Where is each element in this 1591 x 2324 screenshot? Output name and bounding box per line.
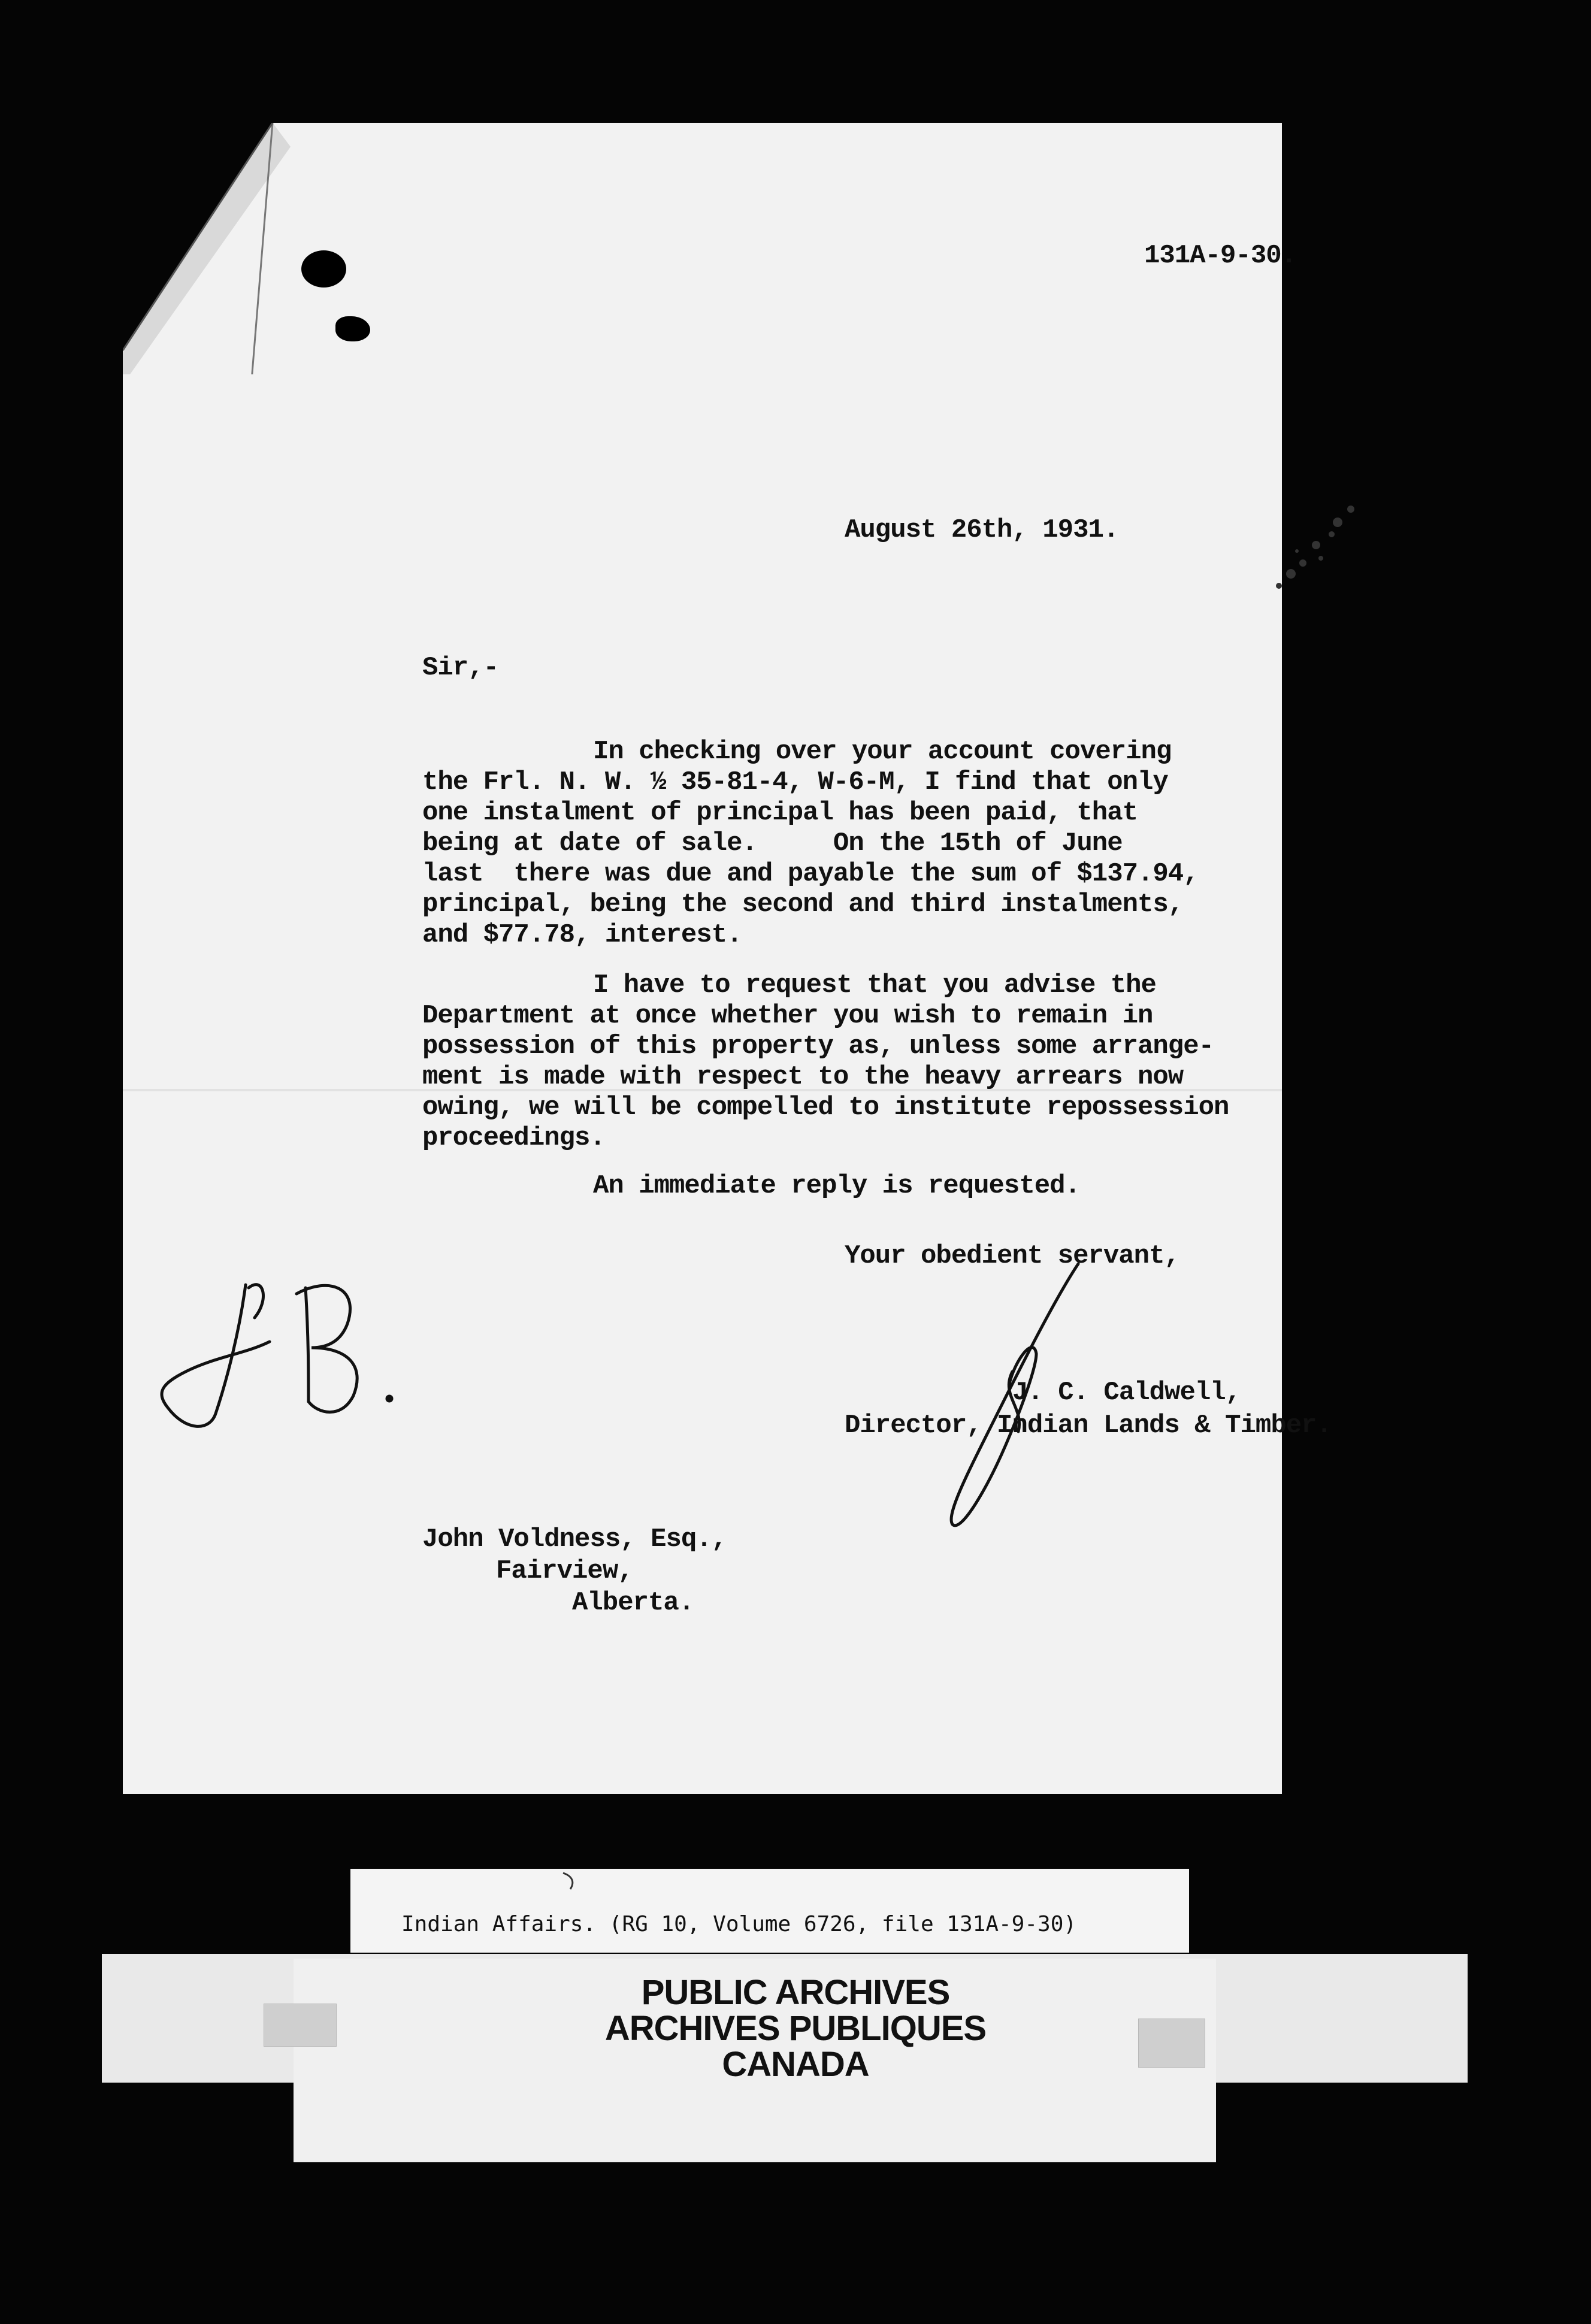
addressee-line: Alberta. — [572, 1588, 694, 1618]
paragraph-line: possession of this property as, unless some arrange- — [422, 1031, 1214, 1061]
letter-date: August 26th, 1931. — [845, 515, 1119, 545]
paragraph-line: being at date of sale. On the 15th of June — [422, 828, 1123, 858]
signature — [875, 1252, 1102, 1539]
caption-mark — [557, 1870, 587, 1894]
paragraph-line: principal, being the second and third instalments, — [422, 889, 1184, 919]
paragraph-line: proceedings. — [422, 1123, 605, 1153]
signatory-title: Director, Indian Lands & Timber. — [845, 1411, 1332, 1441]
paragraph-line: last there was due and payable the sum of $137.94, — [422, 859, 1199, 889]
paragraph-line: and $77.78, interest. — [422, 920, 742, 950]
stamp-smudge — [1261, 491, 1381, 611]
addressee-line: Fairview, — [496, 1556, 633, 1586]
closing-request: An immediate reply is requested. — [593, 1171, 1080, 1201]
file-reference: 131A-9-30. — [1144, 241, 1297, 271]
paragraph-line: In checking over your account covering — [593, 737, 1172, 767]
archive-caption: Indian Affairs. (RG 10, Volume 6726, file 131A-9-30) — [401, 1912, 1077, 1936]
punch-hole — [301, 250, 346, 288]
signatory-name: J. C. Caldwell, — [1012, 1378, 1241, 1408]
handwritten-initials — [150, 1252, 413, 1438]
paragraph-line: owing, we will be compelled to institute repossession — [422, 1093, 1229, 1122]
paragraph-line: one instalment of principal has been paid, that — [422, 798, 1138, 828]
stamp-line: ARCHIVES PUBLIQUES — [604, 2009, 987, 2048]
addressee-line: John Voldness, Esq., — [422, 1524, 727, 1554]
paragraph-line: ment is made with respect to the heavy arrears now — [422, 1062, 1184, 1092]
paragraph-line: the Frl. N. W. ½ 35-81-4, W-6-M, I find that only — [422, 767, 1168, 797]
complimentary-close: Your obedient servant, — [845, 1241, 1179, 1271]
paragraph-line: I have to request that you advise the — [593, 970, 1156, 1000]
stamp-line: PUBLIC ARCHIVES — [641, 1973, 950, 2012]
salutation: Sir,- — [422, 653, 499, 683]
paragraph-line: Department at once whether you wish to remain in — [422, 1001, 1153, 1031]
caption-strip — [350, 1869, 1189, 1953]
punch-hole — [335, 316, 370, 341]
stamp-line: CANADA — [722, 2045, 869, 2084]
